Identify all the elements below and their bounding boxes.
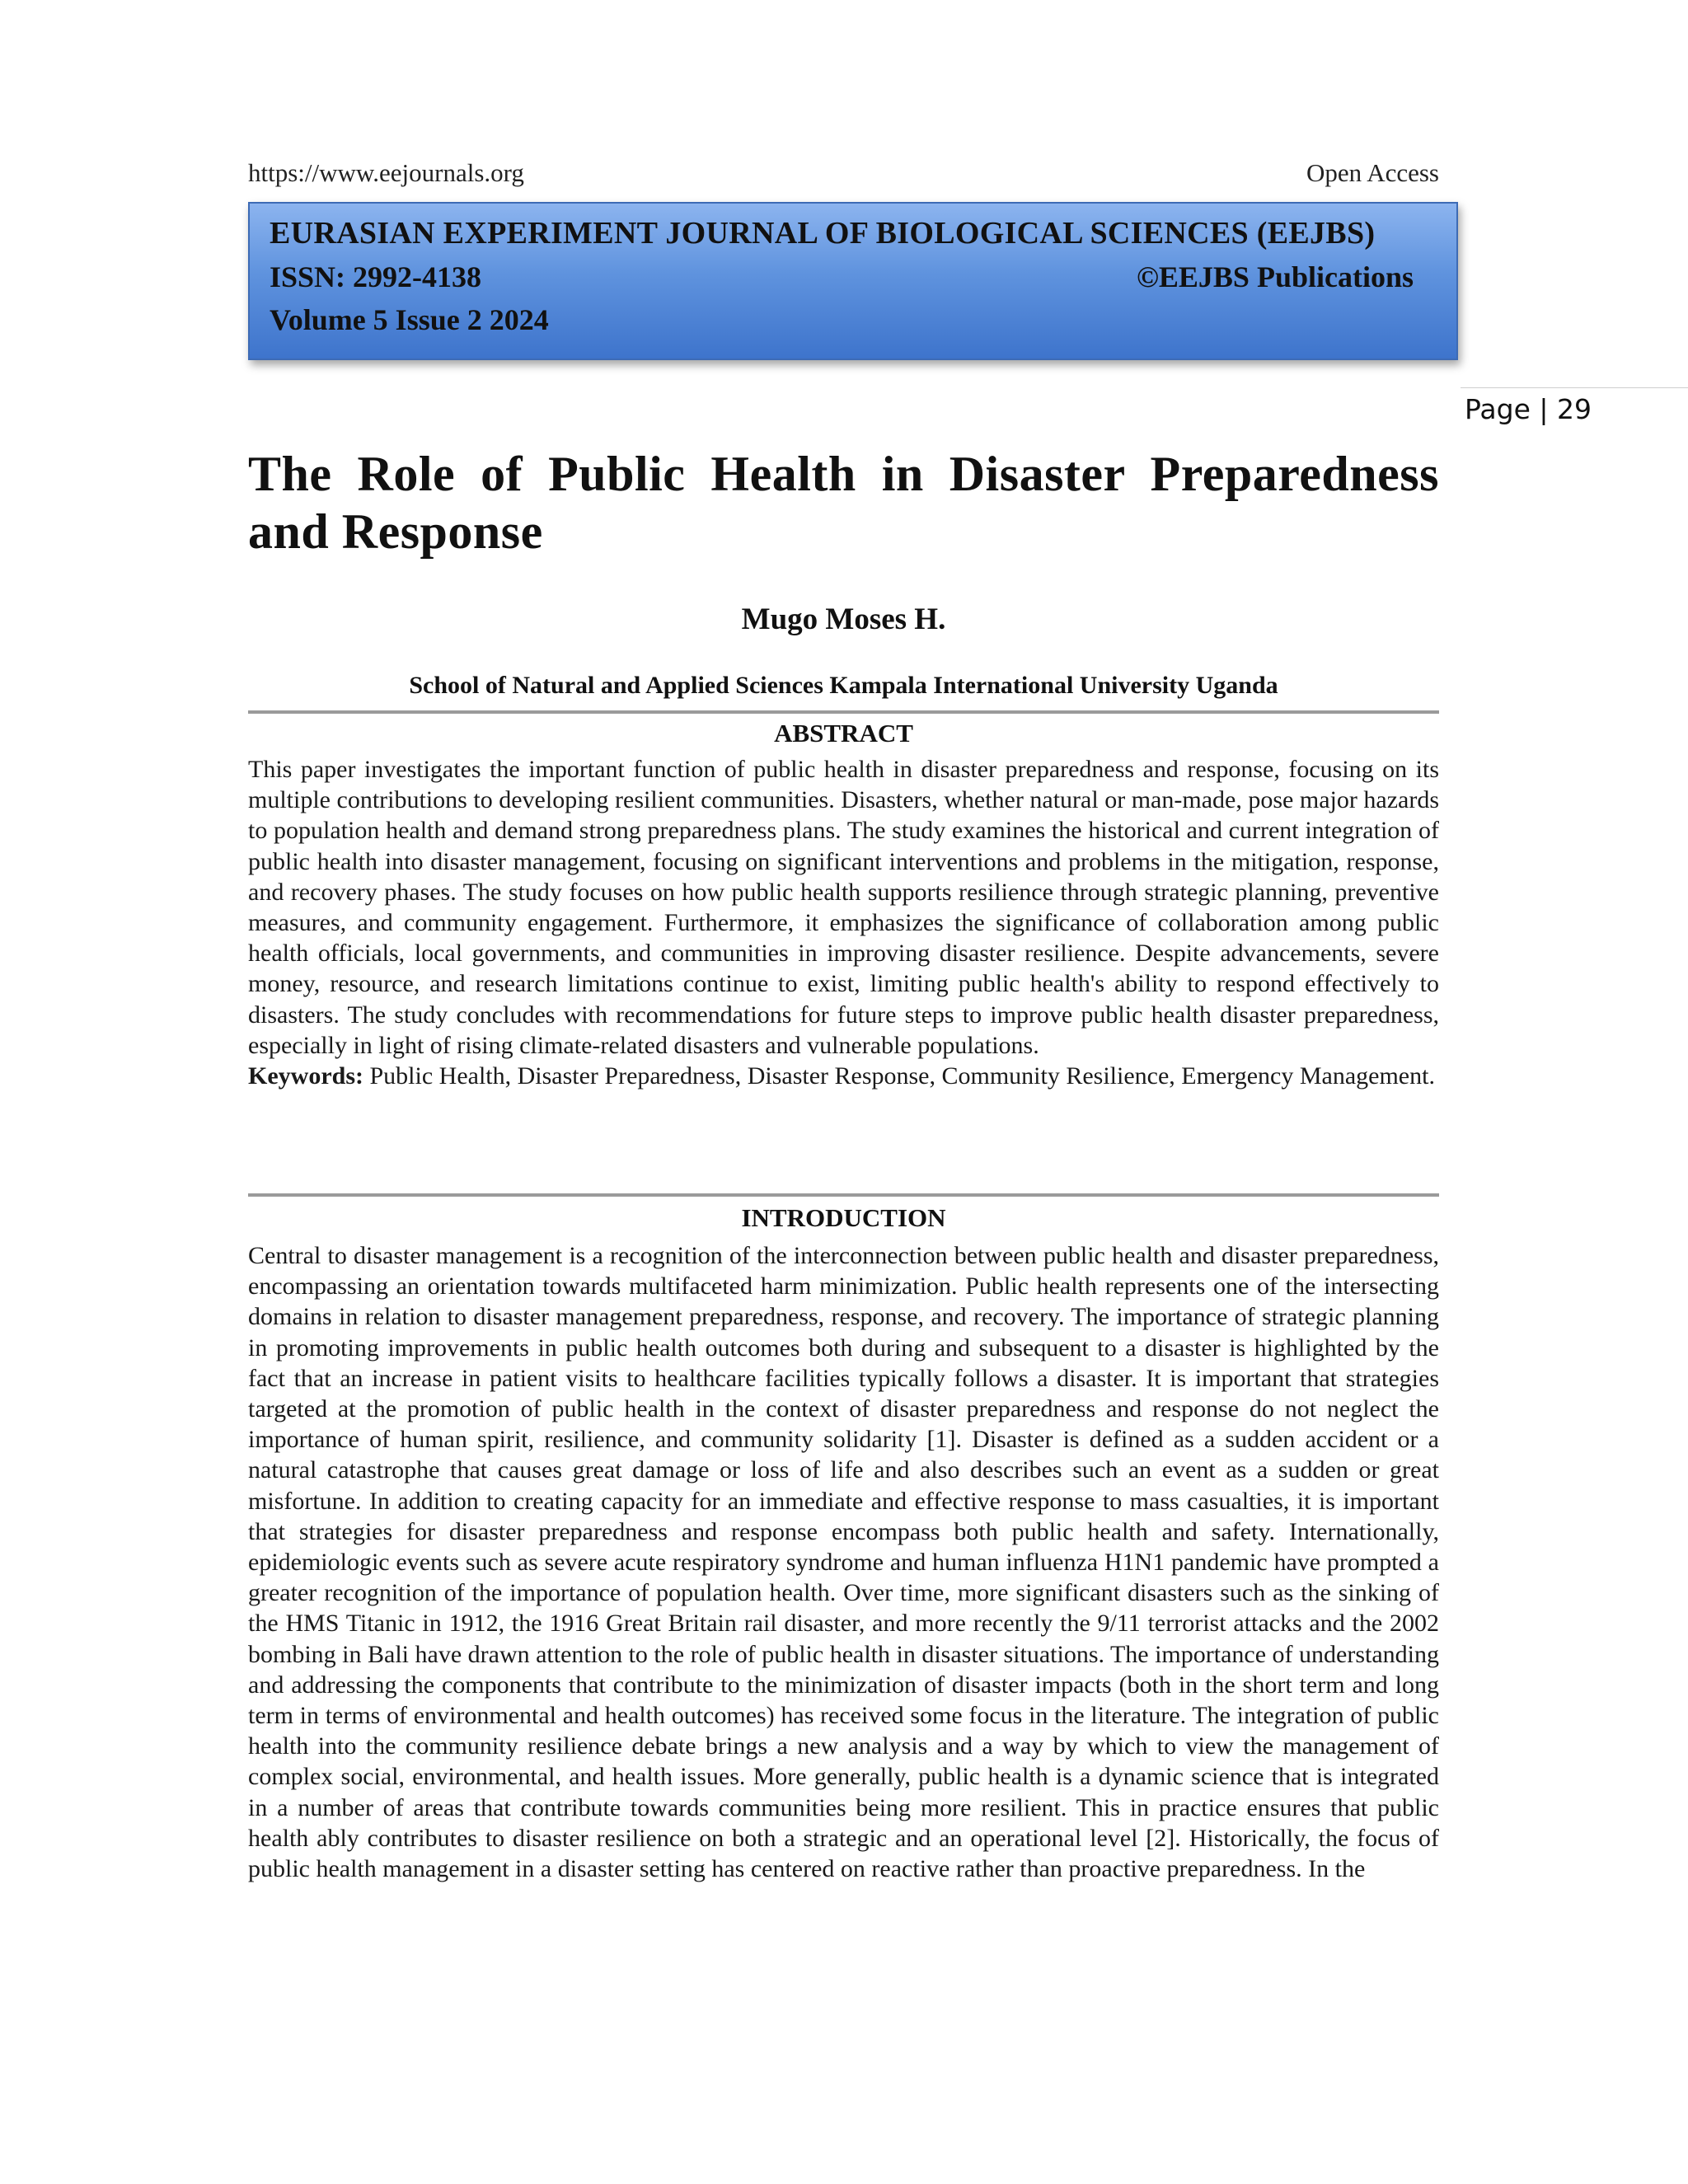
paper-title: The Role of Public Health in Disaster Preparedness and Response bbox=[248, 447, 1439, 559]
introduction-body: Central to disaster management is a recognition of the interconnection between public health and disaster preparedness, encompassing an orientation towards multifaceted harm minimization. Public health represents one of the intersecting domains in relation to disaster management preparedness, response, and recovery. The importance of strategic planning in promoting improvements in public health outcomes both during and subsequent to a disaster is highlighted by the fact that an increase in patient visits to healthcare facilities typically follows a disaster. It is important that strategies targeted at the promotion of public health in the context of disaster preparedness and response do not neglect the importance of human spirit, resilience, and community solidarity [1]. Disaster is defined as a sudden accident or a natural catastrophe that causes great damage or loss of life and also describes such an event as a sudden or great misfortune. In addition to creating capacity for an immediate and effective response to mass casualties, it is important that strategies for disaster preparedness and response encompass both public health and safety. Internationally, epidemiologic events such as severe acute respiratory syndrome and human influenza H1N1 pandemic have prompted a greater recognition of the importance of population health. Over time, more significant disasters such as the sinking of the HMS Titanic in 1912, the 1916 Great Britain rail disaster, and more recently the 9/11 terrorist attacks and the 2002 bombing in Bali have drawn attention to the role of public health in disaster situations. The importance of understanding and addressing the components that contribute to the minimization of disaster impacts (both in the short term and long term in terms of environmental and health outcomes) has received some focus in the literature. The integration of public health into the community resilience debate brings a new analysis and a way by which to view the management of complex social, environmental, and health issues. More generally, public health is a dynamic science that is integrated in a number of areas that contribute towards communities being more resilient. This in practice ensures that public health ably contributes to disaster resilience on both a strategic and an operational level [2]. Historically, the focus of public health management in a disaster setting has centered on reactive rather than proactive preparedness. In the bbox=[248, 1242, 1439, 1883]
page-number-divider bbox=[1461, 387, 1688, 388]
introduction-top-rule bbox=[248, 1193, 1439, 1197]
author-name: Mugo Moses H. bbox=[741, 602, 946, 636]
journal-url[interactable]: https://www.eejournals.org bbox=[248, 158, 524, 187]
keywords-label: Keywords: bbox=[248, 1062, 363, 1090]
journal-volume: Volume 5 Issue 2 2024 bbox=[270, 303, 549, 336]
abstract-body bbox=[248, 754, 1439, 1091]
running-header bbox=[248, 158, 1439, 191]
introduction-heading: INTRODUCTION bbox=[741, 1203, 946, 1232]
keywords-line bbox=[248, 1061, 1439, 1091]
page-number: Page | 29 bbox=[1465, 393, 1592, 425]
open-access-label: Open Access bbox=[1306, 158, 1439, 187]
journal-banner bbox=[248, 202, 1458, 360]
abstract-text: This paper investigates the important function of public health in disaster preparedness and response, focusing on its multiple contributions to developing resilient communities. Disasters, whether natural or man-made, pose major hazards to population health and demand strong preparedness plans. The study examines the historical and current integration of public health into disaster management, focusing on significant interventions and problems in the mitigation, response, and recovery phases. The study focuses on how public health supports resilience through strategic planning, preventive measures, and community engagement. Furthermore, it emphasizes the significance of collaboration among public health officials, local governments, and communities in improving disaster resilience. Despite advancements, severe money, resource, and research limitations continue to exist, limiting public health's ability to respond effectively to disasters. The study concludes with recommendations for future steps to improve public health disaster preparedness, especially in light of rising climate-related disasters and vulnerable populations. bbox=[248, 756, 1439, 1059]
journal-name: EURASIAN EXPERIMENT JOURNAL OF BIOLOGICAL SCIENCES (EEJBS) bbox=[270, 216, 1376, 251]
journal-issn: ISSN: 2992-4138 bbox=[270, 260, 482, 293]
keywords-text: Public Health, Disaster Preparedness, Disaster Response, Community Resilience, Emergency Management. bbox=[369, 1062, 1435, 1090]
abstract-top-rule bbox=[248, 710, 1439, 714]
author-affiliation: School of Natural and Applied Sciences Kampala International University Uganda bbox=[409, 672, 1278, 699]
abstract-heading: ABSTRACT bbox=[774, 719, 913, 748]
journal-publisher: ©EEJBS Publications bbox=[1137, 260, 1414, 293]
